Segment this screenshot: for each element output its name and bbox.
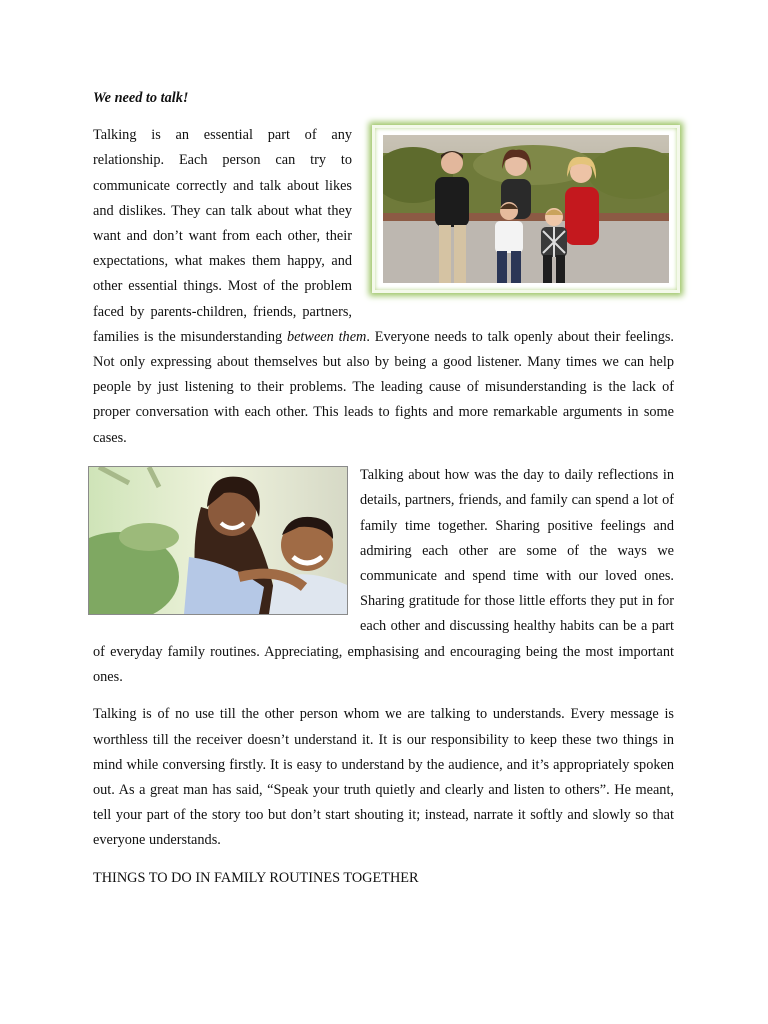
couple-photo bbox=[89, 467, 347, 614]
paragraph-2-text: Talking about how was the day to daily reflections in details, partners, friends, and family can spend a lot of family time together. Sharing positive feelings and admiring each other are some of the ways we communicate and spend time with our loved ones. Sharing gratitude for those little efforts they put in for each other and discussing healthy habits can be a part of everyday family routines. Appreciating, emphasising and encouraging being the most important ones. bbox=[93, 467, 674, 685]
paragraph-1 bbox=[93, 123, 674, 451]
section-heading: THINGS TO DO IN FAMILY ROUTINES TOGETHER bbox=[93, 870, 419, 887]
couple-photo-figure bbox=[88, 466, 348, 615]
family-photo-figure bbox=[372, 123, 680, 305]
document-title: We need to talk! bbox=[93, 90, 189, 106]
paragraph-1-emphasis: between them bbox=[286, 328, 367, 345]
document-body bbox=[93, 86, 674, 891]
family-photo bbox=[383, 135, 669, 283]
paragraph-3: Talking is of no use till the other person whom we are talking to understands. Every message is worthless till the receiver doesn’t understand it. It is our responsibility to keep these two things in mind while conversing firstly. It is easy to understand by the audience, and it’s appropriately spoken out. As a great man has said, “Speak your truth quietly and clearly and listen to others”. He meant, tell your part of the story too but don’t start shouting it; instead, narrate it softly and slowly so that everyone understands. bbox=[93, 706, 674, 849]
paragraph-1-text-a: Talking is an essential part of any relationship. Each person can try to communicate correctly and talk about likes and dislikes. They can talk about what they want and don’t want from each other, their expectations, what makes them happy, and other essential things. Most of the problem faced by parents-children, friends, partners, families is the misunderstanding bbox=[93, 127, 352, 345]
paragraph-2 bbox=[93, 463, 674, 690]
paragraph-1-text-b: . Everyone needs to talk openly about their feelings. Not only expressing about themselves but also by being a good listener. Many times we can help people by just listening to their problems. The leading cause of misunderstanding is the lack of proper conversation with each other. This leads to fights and more remarkable arguments in some cases. bbox=[93, 328, 675, 446]
family-photo-frame bbox=[372, 125, 680, 293]
